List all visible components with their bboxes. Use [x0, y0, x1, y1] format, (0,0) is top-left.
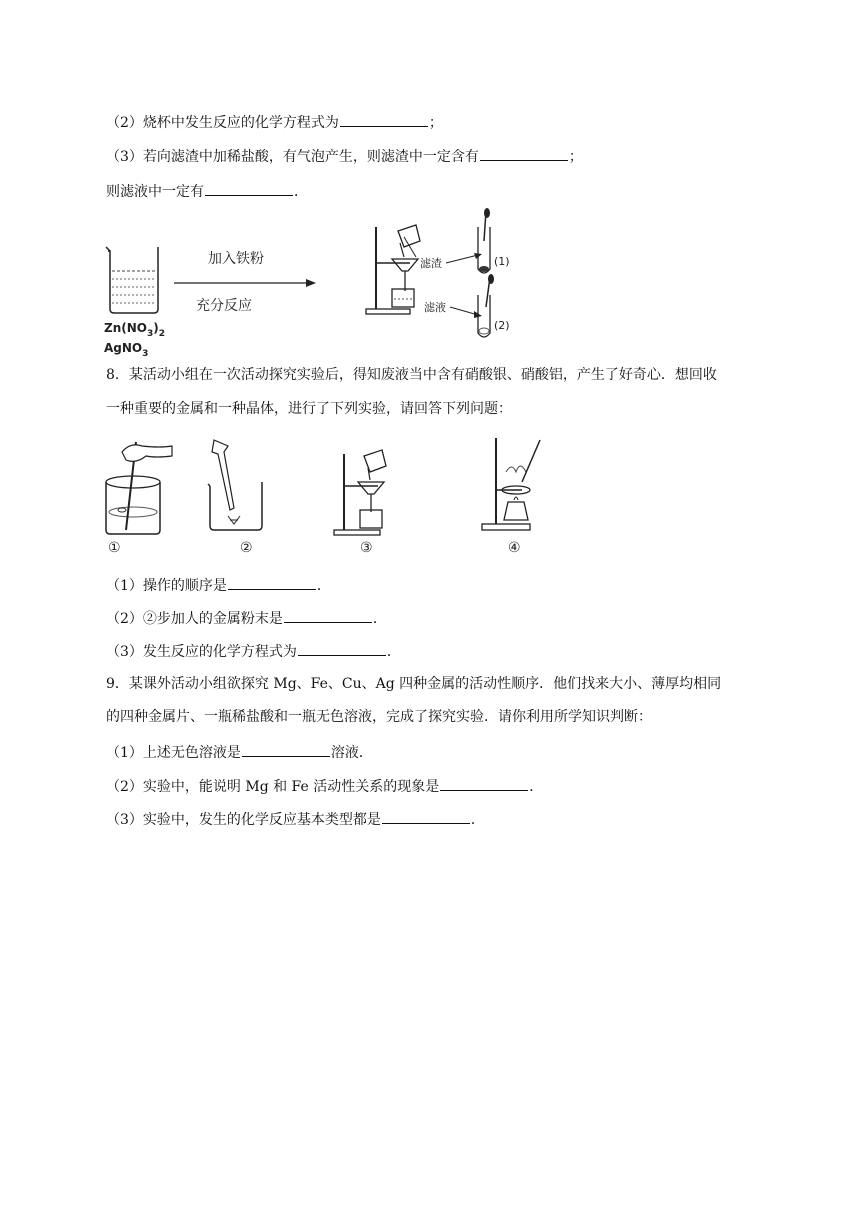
- q9-sub-1: （1）上述无色溶液是 溶液．: [106, 742, 373, 762]
- q8-sub-1: （1）操作的顺序是 ．: [106, 575, 331, 595]
- q7-figure: [100, 207, 520, 361]
- test-tube-1-icon: [478, 208, 490, 273]
- q7-line-3: （3）若向滤渣中加稀盐酸，有气泡产生，则滤渣中一定含有 ；: [106, 146, 583, 166]
- beaker-icon: [106, 247, 158, 313]
- filtrate-label: 滤液: [424, 301, 446, 314]
- q7-line-3-text: （3）若向滤渣中加稀盐酸，有气泡产生，则滤渣中一定含有: [106, 149, 479, 165]
- step-1-label: ①: [108, 540, 121, 556]
- step-4-label: ④: [508, 540, 521, 556]
- arrow-label-full-reaction: 充分反应: [196, 298, 252, 314]
- answer-blank[interactable]: [440, 776, 528, 791]
- evaporation-icon: [482, 438, 540, 530]
- tube-2-label: (2): [494, 319, 510, 332]
- adding-powder-beaker-icon: [208, 440, 262, 530]
- step-2-label: ②: [240, 540, 253, 556]
- stirring-beaker-icon: [106, 442, 172, 534]
- answer-blank[interactable]: [284, 608, 372, 623]
- answer-blank[interactable]: [228, 575, 316, 590]
- answer-blank[interactable]: [480, 146, 568, 161]
- test-tube-2-icon: [478, 274, 494, 337]
- q9-intro-line-2: 的四种金属片、一瓶稀盐酸和一瓶无色溶液，完成了探究实验．请你利用所学知识判断：: [106, 709, 652, 725]
- q8-figure: [102, 434, 552, 562]
- q8-intro-line-1: 8．某活动小组在一次活动探究实验后，得知废液当中含有硝酸银、硝酸铝，产生了好奇心．想回收: [106, 367, 717, 383]
- q9-intro-line-1: 9．某课外活动小组欲探究 Mg、Fe、Cu、Ag 四种金属的活动性顺序．他们找来大小、薄厚均相同: [106, 676, 722, 692]
- experiment-steps-diagram: [102, 434, 552, 558]
- chem-label-zinc-nitrate: $Zn(NO_3)_2$: [104, 321, 165, 339]
- filtration-experiment-diagram: [100, 207, 520, 357]
- answer-blank[interactable]: [205, 181, 293, 196]
- arrow-label-add-iron: 加入铁粉: [208, 251, 264, 267]
- chem-label-silver-nitrate: AgNO$_3$: [104, 341, 149, 357]
- q8-sub-2: （2）②步加人的金属粉末是 ．: [106, 608, 387, 628]
- residue-label: 滤渣: [420, 257, 442, 270]
- q8-intro-line-2: 一种重要的金属和一种晶体，进行了下列实验，请回答下列问题：: [106, 401, 512, 417]
- answer-blank[interactable]: [242, 742, 330, 757]
- filtration-icon: [334, 450, 386, 535]
- answer-blank[interactable]: [298, 641, 386, 656]
- answer-blank[interactable]: [340, 112, 428, 127]
- answer-blank[interactable]: [382, 809, 470, 824]
- q9-sub-3: （3）实验中，发生的化学反应基本类型都是 ．: [106, 809, 485, 829]
- arrow-head-icon: [306, 279, 316, 287]
- q7-line-2: （2）烧杯中发生反应的化学方程式为 ；: [106, 112, 443, 132]
- q7-line-4: 则滤液中一定有 ．: [106, 181, 308, 201]
- q9-sub-2: （2）实验中，能说明 Mg 和 Fe 活动性关系的现象是 ．: [106, 776, 543, 796]
- filtration-stand-icon: [366, 225, 420, 314]
- step-3-label: ③: [360, 540, 373, 556]
- q7-line-4-text: 则滤液中一定有: [106, 184, 204, 200]
- tube-1-label: (1): [494, 255, 510, 268]
- q7-line-2-text: （2）烧杯中发生反应的化学方程式为: [106, 115, 339, 131]
- q8-sub-3: （3）发生反应的化学方程式为 ．: [106, 641, 401, 661]
